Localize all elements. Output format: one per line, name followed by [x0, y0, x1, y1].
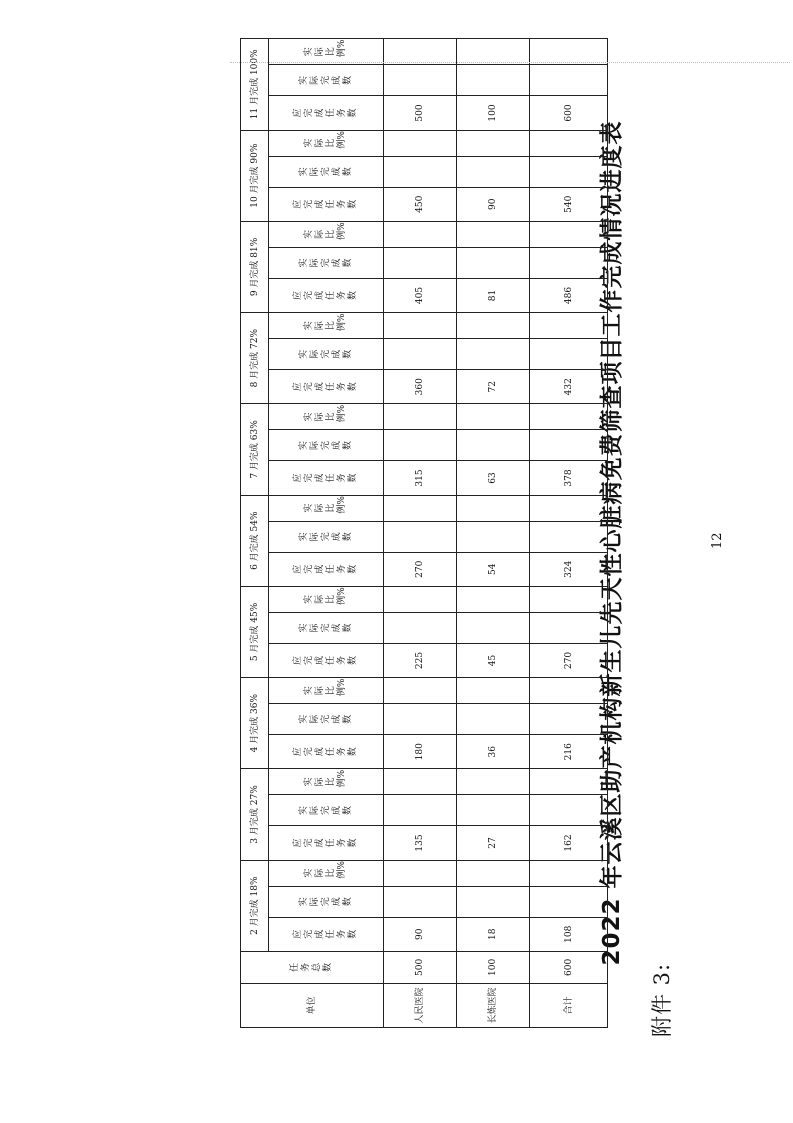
actual-value — [384, 430, 457, 461]
ratio-value — [384, 130, 457, 156]
actual-value — [384, 886, 457, 917]
ratio-value — [457, 221, 530, 247]
ratio-value — [530, 221, 608, 247]
due-value: 360 — [384, 370, 457, 404]
ratio-header: 实际比例% — [304, 131, 347, 149]
actual-value — [530, 247, 608, 278]
due-header-cell — [269, 643, 384, 677]
ratio-value — [457, 860, 530, 886]
due-header-cell — [269, 278, 384, 312]
actual-value — [530, 430, 608, 461]
ratio-value — [384, 678, 457, 704]
actual-header: 实际完成数 — [298, 75, 353, 85]
progress-table — [240, 38, 608, 1028]
ratio-header-cell — [269, 586, 384, 612]
due-header: 应完成任务数 — [293, 929, 358, 939]
due-value: 162 — [530, 826, 608, 860]
actual-value — [384, 339, 457, 370]
actual-value — [530, 521, 608, 552]
ratio-header-cell — [269, 313, 384, 339]
due-header-cell — [269, 370, 384, 404]
month-header: 9 月完成 81% — [241, 221, 269, 312]
actual-value — [530, 704, 608, 735]
due-header: 应完成任务数 — [293, 747, 358, 757]
due-header-cell — [269, 461, 384, 495]
due-value: 315 — [384, 461, 457, 495]
actual-header-cell — [269, 65, 384, 96]
ratio-header-cell — [269, 404, 384, 430]
due-header-cell — [269, 917, 384, 951]
ratio-value — [530, 495, 608, 521]
unit-header-cell — [241, 983, 384, 1027]
actual-header: 实际完成数 — [298, 349, 353, 359]
unit-name: 合计 — [563, 996, 574, 1015]
due-value: 216 — [530, 735, 608, 769]
actual-value — [457, 430, 530, 461]
actual-value — [457, 65, 530, 96]
ratio-header-cell — [269, 495, 384, 521]
actual-value — [457, 247, 530, 278]
ratio-value — [384, 495, 457, 521]
unit-cell — [530, 983, 608, 1027]
ratio-header-cell — [269, 221, 384, 247]
due-value: 270 — [530, 643, 608, 677]
actual-value — [384, 65, 457, 96]
actual-value — [530, 886, 608, 917]
actual-header: 实际完成数 — [298, 623, 353, 633]
actual-value — [530, 156, 608, 187]
total-tasks-value: 100 — [457, 951, 530, 983]
due-value: 270 — [384, 552, 457, 586]
actual-header-cell — [269, 521, 384, 552]
ratio-header-cell — [269, 769, 384, 795]
due-value: 324 — [530, 552, 608, 586]
ratio-value — [457, 586, 530, 612]
due-value: 500 — [384, 96, 457, 130]
due-header: 应完成任务数 — [293, 382, 358, 392]
actual-value — [457, 156, 530, 187]
ratio-header: 实际比例% — [304, 769, 347, 788]
ratio-value — [384, 404, 457, 430]
actual-header-cell — [269, 612, 384, 643]
due-value: 27 — [457, 826, 530, 860]
due-header: 应完成任务数 — [293, 291, 358, 301]
due-value: 36 — [457, 735, 530, 769]
ratio-header: 实际比例% — [304, 861, 347, 879]
actual-header-cell — [269, 430, 384, 461]
ratio-header: 实际比例% — [304, 39, 347, 58]
due-value: 405 — [384, 278, 457, 312]
actual-value — [530, 65, 608, 96]
month-header: 5 月完成 45% — [241, 586, 269, 677]
ratio-value — [457, 130, 530, 156]
due-header-cell — [269, 826, 384, 860]
due-value: 108 — [530, 917, 608, 951]
unit-cell — [384, 983, 457, 1027]
ratio-value — [384, 860, 457, 886]
due-value: 540 — [530, 187, 608, 221]
header-row-subcolumns — [269, 39, 384, 1028]
ratio-header-cell — [269, 860, 384, 886]
ratio-value — [457, 404, 530, 430]
unit-name: 人民医院 — [415, 987, 425, 1024]
actual-value — [384, 612, 457, 643]
ratio-header: 实际比例% — [304, 222, 347, 240]
actual-value — [530, 795, 608, 826]
due-value: 72 — [457, 370, 530, 404]
actual-header: 实际完成数 — [298, 897, 353, 907]
actual-header-cell — [269, 795, 384, 826]
actual-value — [384, 156, 457, 187]
due-value: 54 — [457, 552, 530, 586]
actual-value — [384, 521, 457, 552]
due-value: 90 — [457, 187, 530, 221]
month-header: 4 月完成 36% — [241, 678, 269, 769]
ratio-value — [530, 313, 608, 339]
ratio-value — [530, 130, 608, 156]
actual-value — [457, 886, 530, 917]
actual-value — [457, 704, 530, 735]
unit-header: 单位 — [307, 996, 317, 1015]
due-value: 100 — [457, 96, 530, 130]
actual-value — [384, 704, 457, 735]
ratio-header: 实际比例% — [304, 313, 347, 332]
due-header: 应完成任务数 — [293, 838, 358, 848]
actual-value — [457, 795, 530, 826]
due-header: 应完成任务数 — [293, 199, 358, 209]
due-header-cell — [269, 735, 384, 769]
ratio-value — [457, 495, 530, 521]
ratio-value — [530, 860, 608, 886]
due-value: 600 — [530, 96, 608, 130]
due-value: 180 — [384, 735, 457, 769]
ratio-header: 实际比例% — [304, 678, 347, 697]
actual-value — [384, 795, 457, 826]
due-header-cell — [269, 552, 384, 586]
due-value: 432 — [530, 370, 608, 404]
actual-header-cell — [269, 156, 384, 187]
ratio-value — [457, 769, 530, 795]
actual-value — [384, 247, 457, 278]
actual-value — [457, 521, 530, 552]
ratio-value — [530, 404, 608, 430]
ratio-value — [530, 586, 608, 612]
table-row — [457, 39, 530, 1028]
actual-header: 实际完成数 — [298, 532, 353, 542]
unit-name: 长炼医院 — [488, 987, 498, 1024]
scan-edge-line — [230, 61, 790, 63]
due-value: 81 — [457, 278, 530, 312]
total-tasks-value: 500 — [384, 951, 457, 983]
due-value: 90 — [384, 917, 457, 951]
due-header: 应完成任务数 — [293, 656, 358, 666]
actual-header: 实际完成数 — [298, 167, 353, 177]
due-value: 63 — [457, 461, 530, 495]
due-value: 225 — [384, 643, 457, 677]
actual-header-cell — [269, 339, 384, 370]
actual-header: 实际完成数 — [298, 805, 353, 815]
due-value: 378 — [530, 461, 608, 495]
month-header: 8 月完成 72% — [241, 313, 269, 404]
total-tasks-header: 任务总数 — [290, 962, 333, 972]
actual-header: 实际完成数 — [298, 440, 353, 450]
month-header: 11 月完成 100% — [241, 39, 269, 131]
due-header: 应完成任务数 — [293, 108, 358, 118]
ratio-value — [457, 313, 530, 339]
actual-value — [530, 612, 608, 643]
ratio-header: 实际比例% — [304, 587, 347, 605]
actual-header-cell — [269, 704, 384, 735]
ratio-value — [384, 769, 457, 795]
month-header: 3 月完成 27% — [241, 769, 269, 860]
total-row — [530, 39, 608, 1028]
due-value: 450 — [384, 187, 457, 221]
actual-value — [457, 339, 530, 370]
ratio-header-cell — [269, 130, 384, 156]
actual-header-cell — [269, 886, 384, 917]
ratio-value — [530, 769, 608, 795]
ratio-value — [384, 221, 457, 247]
ratio-value — [384, 586, 457, 612]
due-value: 45 — [457, 643, 530, 677]
ratio-value — [384, 313, 457, 339]
header-row-months — [241, 39, 269, 1028]
actual-value — [457, 612, 530, 643]
total-tasks-header-cell — [241, 951, 384, 983]
ratio-header: 实际比例% — [304, 496, 347, 514]
month-header: 2 月完成 18% — [241, 860, 269, 951]
ratio-value — [530, 678, 608, 704]
total-tasks-value: 600 — [530, 951, 608, 983]
actual-header-cell — [269, 247, 384, 278]
actual-value — [530, 339, 608, 370]
due-header: 应完成任务数 — [293, 473, 358, 483]
month-header: 10 月完成 90% — [241, 130, 269, 221]
actual-header: 实际完成数 — [298, 258, 353, 268]
actual-header: 实际完成数 — [298, 714, 353, 724]
page-number: 12 — [710, 532, 725, 549]
ratio-value — [457, 678, 530, 704]
due-value: 135 — [384, 826, 457, 860]
ratio-header-cell — [269, 678, 384, 704]
ratio-header: 实际比例% — [304, 404, 347, 423]
due-value: 486 — [530, 278, 608, 312]
unit-cell — [457, 983, 530, 1027]
due-value: 18 — [457, 917, 530, 951]
due-header-cell — [269, 96, 384, 130]
due-header: 应完成任务数 — [293, 564, 358, 574]
due-header-cell — [269, 187, 384, 221]
table-row — [384, 39, 457, 1028]
month-header: 6 月完成 54% — [241, 495, 269, 586]
page-title: 2022 年云溪区助产机构新生儿先天性心脏病免费筛查项目工作完成情况进度表 — [599, 120, 625, 966]
attachment-label: 附件 3: — [650, 962, 674, 1037]
month-header: 7 月完成 63% — [241, 404, 269, 495]
